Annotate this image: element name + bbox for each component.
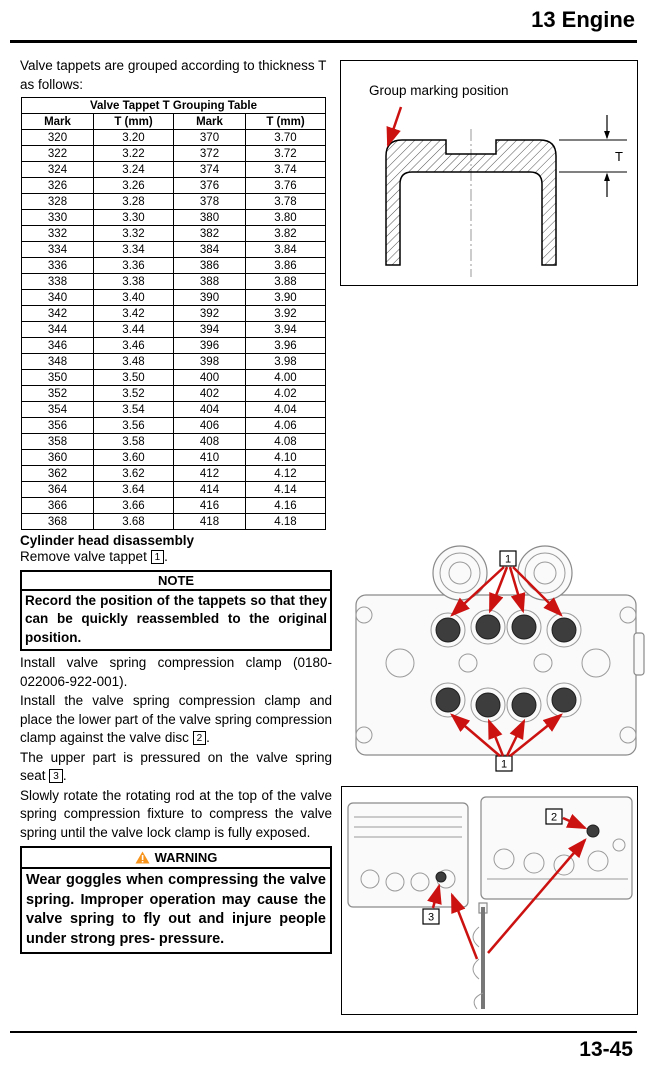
table-cell: 3.82 xyxy=(246,226,326,242)
table-cell: 3.54 xyxy=(94,402,174,418)
table-cell: 370 xyxy=(174,130,246,146)
step-rotate-rod: Slowly rotate the rotating rod at the top of the valve spring compression fixture to compress the valve spring until the valve lock clamp is fully exposed. xyxy=(20,787,332,840)
table-row xyxy=(22,402,326,418)
table-row xyxy=(22,290,326,306)
cylinder-head-left-view xyxy=(348,803,468,907)
table-cell: 3.76 xyxy=(246,178,326,194)
callout-3-label: 3 xyxy=(427,911,435,924)
table-row xyxy=(22,418,326,434)
table-cell: 350 xyxy=(22,370,94,386)
table-cell: 3.50 xyxy=(94,370,174,386)
table-cell: 348 xyxy=(22,354,94,370)
table-cell: 3.22 xyxy=(94,146,174,162)
marking-arrow xyxy=(388,107,401,145)
callout-2-label: 2 xyxy=(550,811,558,824)
table-cell: 340 xyxy=(22,290,94,306)
callout-1-ref: 1 xyxy=(151,550,165,564)
table-cell: 3.72 xyxy=(246,146,326,162)
table-title-row xyxy=(22,98,326,114)
table-cell: 3.30 xyxy=(94,210,174,226)
table-row xyxy=(22,274,326,290)
table-cell: 392 xyxy=(174,306,246,322)
table-cell: 3.62 xyxy=(94,466,174,482)
compression-clamp-svg xyxy=(342,787,636,1013)
table-cell: 328 xyxy=(22,194,94,210)
warning-box xyxy=(20,846,332,954)
note-title: NOTE xyxy=(22,572,330,591)
table-cell: 384 xyxy=(174,242,246,258)
table-row xyxy=(22,322,326,338)
figure-group-marking xyxy=(340,60,638,286)
table-cell: 354 xyxy=(22,402,94,418)
table-cell: 3.94 xyxy=(246,322,326,338)
table-cell: 3.98 xyxy=(246,354,326,370)
table-cell: 4.08 xyxy=(246,434,326,450)
table-cell: 4.04 xyxy=(246,402,326,418)
table-cell: 3.86 xyxy=(246,258,326,274)
table-cell: 4.18 xyxy=(246,514,326,530)
table-header-row xyxy=(22,114,326,130)
table-title: Valve Tappet T Grouping Table xyxy=(22,98,326,114)
tappet-table xyxy=(21,97,326,530)
table-cell: 364 xyxy=(22,482,94,498)
table-cell: 356 xyxy=(22,418,94,434)
intro-text: Valve tappets are grouped according to thickness T as follows: xyxy=(20,58,327,92)
table-cell: 3.40 xyxy=(94,290,174,306)
table-cell: 376 xyxy=(174,178,246,194)
table-cell: 406 xyxy=(174,418,246,434)
step-place-clamp-suffix: . xyxy=(206,730,210,745)
warning-icon xyxy=(135,851,150,864)
table-cell: 3.28 xyxy=(94,194,174,210)
callout-3-ref: 3 xyxy=(49,769,63,783)
table-cell: 378 xyxy=(174,194,246,210)
table-cell: 330 xyxy=(22,210,94,226)
table-header-mark-left: Mark xyxy=(22,114,94,130)
text-column xyxy=(20,57,332,954)
step-remove-tappet xyxy=(20,548,332,567)
table-row xyxy=(22,162,326,178)
tappet-table-body xyxy=(22,130,326,530)
table-cell: 416 xyxy=(174,498,246,514)
table-cell: 3.60 xyxy=(94,450,174,466)
table-cell: 3.78 xyxy=(246,194,326,210)
warning-title-text: WARNING xyxy=(154,850,218,865)
table-cell: 3.34 xyxy=(94,242,174,258)
table-row xyxy=(22,386,326,402)
callout-1-bottom-label: 1 xyxy=(500,758,508,771)
step-place-clamp xyxy=(20,692,332,748)
water-neck xyxy=(634,633,644,675)
table-cell: 322 xyxy=(22,146,94,162)
table-row xyxy=(22,306,326,322)
table-row xyxy=(22,130,326,146)
table-cell: 3.64 xyxy=(94,482,174,498)
table-cell: 3.70 xyxy=(246,130,326,146)
table-cell: 4.00 xyxy=(246,370,326,386)
table-row xyxy=(22,338,326,354)
table-row xyxy=(22,466,326,482)
figure-compression-clamp xyxy=(341,786,638,1015)
table-row xyxy=(22,514,326,530)
table-cell: 4.16 xyxy=(246,498,326,514)
tappet-section-drawing xyxy=(386,140,556,265)
table-cell: 386 xyxy=(174,258,246,274)
figure1-label: Group marking position xyxy=(369,83,509,98)
table-cell: 396 xyxy=(174,338,246,354)
table-cell: 332 xyxy=(22,226,94,242)
footer-rule xyxy=(10,1031,637,1033)
page-number: 13-45 xyxy=(579,1038,633,1061)
section-heading: Cylinder head disassembly xyxy=(20,533,195,548)
table-cell: 352 xyxy=(22,386,94,402)
table-row xyxy=(22,370,326,386)
warning-body: Wear goggles when compressing the valve spring. Improper operation may cause the valve spring to fly out and injure people under strong pres- pressure. xyxy=(26,872,326,947)
table-cell: 344 xyxy=(22,322,94,338)
chapter-title: 13 Engine xyxy=(531,7,635,32)
figure-head-top-view xyxy=(338,545,645,777)
table-cell: 3.96 xyxy=(246,338,326,354)
step-upper-part-text: The upper part is pressured on the valve spring seat xyxy=(20,749,332,783)
step-remove-text: Remove valve tappet xyxy=(20,549,151,564)
header-rule xyxy=(10,40,637,43)
table-cell: 324 xyxy=(22,162,94,178)
table-cell: 368 xyxy=(22,514,94,530)
table-cell: 408 xyxy=(174,434,246,450)
table-cell: 336 xyxy=(22,258,94,274)
table-cell: 382 xyxy=(174,226,246,242)
table-row xyxy=(22,178,326,194)
table-row xyxy=(22,354,326,370)
table-cell: 4.10 xyxy=(246,450,326,466)
table-cell: 388 xyxy=(174,274,246,290)
table-cell: 342 xyxy=(22,306,94,322)
table-cell: 4.06 xyxy=(246,418,326,434)
note-box xyxy=(20,570,332,652)
table-cell: 3.68 xyxy=(94,514,174,530)
step-install-clamp: Install valve spring compression clamp (0180-022006-922-001). xyxy=(20,655,332,689)
callout-2-ref: 2 xyxy=(193,731,207,745)
table-header-mark-right: Mark xyxy=(174,114,246,130)
table-cell: 3.88 xyxy=(246,274,326,290)
dimension-t-label: T xyxy=(615,149,623,164)
table-cell: 3.80 xyxy=(246,210,326,226)
table-cell: 3.42 xyxy=(94,306,174,322)
table-cell: 346 xyxy=(22,338,94,354)
table-cell: 4.12 xyxy=(246,466,326,482)
table-cell: 338 xyxy=(22,274,94,290)
table-cell: 3.24 xyxy=(94,162,174,178)
table-cell: 410 xyxy=(174,450,246,466)
table-cell: 3.52 xyxy=(94,386,174,402)
table-cell: 3.46 xyxy=(94,338,174,354)
table-row xyxy=(22,482,326,498)
table-cell: 3.56 xyxy=(94,418,174,434)
table-cell: 362 xyxy=(22,466,94,482)
table-row xyxy=(22,210,326,226)
step-upper-part-suffix: . xyxy=(62,768,67,783)
table-cell: 3.20 xyxy=(94,130,174,146)
table-cell: 3.92 xyxy=(246,306,326,322)
table-cell: 400 xyxy=(174,370,246,386)
table-cell: 3.38 xyxy=(94,274,174,290)
table-cell: 358 xyxy=(22,434,94,450)
step-remove-suffix: . xyxy=(164,549,168,564)
step-place-clamp-text: Install the valve spring compression clamp and place the lower part of the valve spring compression clamp against the valve disc xyxy=(20,693,332,745)
table-cell: 3.58 xyxy=(94,434,174,450)
table-cell: 402 xyxy=(174,386,246,402)
table-cell: 412 xyxy=(174,466,246,482)
table-row xyxy=(22,146,326,162)
table-row xyxy=(22,258,326,274)
table-cell: 366 xyxy=(22,498,94,514)
table-cell: 418 xyxy=(174,514,246,530)
table-cell: 3.44 xyxy=(94,322,174,338)
table-row xyxy=(22,498,326,514)
table-row xyxy=(22,226,326,242)
table-row xyxy=(22,194,326,210)
warning-title xyxy=(22,848,330,869)
table-cell: 3.90 xyxy=(246,290,326,306)
valve-spring-seat-point xyxy=(436,872,446,882)
table-cell: 3.36 xyxy=(94,258,174,274)
table-cell: 414 xyxy=(174,482,246,498)
head-top-view-svg xyxy=(338,545,645,777)
table-row xyxy=(22,434,326,450)
table-row xyxy=(22,242,326,258)
table-cell: 3.66 xyxy=(94,498,174,514)
table-cell: 4.02 xyxy=(246,386,326,402)
table-cell: 372 xyxy=(174,146,246,162)
table-header-t-right: T (mm) xyxy=(246,114,326,130)
step-upper-part xyxy=(20,749,332,786)
valve-disc-point xyxy=(587,825,599,837)
table-cell: 3.32 xyxy=(94,226,174,242)
table-cell: 394 xyxy=(174,322,246,338)
table-cell: 3.74 xyxy=(246,162,326,178)
table-cell: 320 xyxy=(22,130,94,146)
table-cell: 334 xyxy=(22,242,94,258)
callout-1-top-label: 1 xyxy=(504,553,512,566)
table-cell: 3.84 xyxy=(246,242,326,258)
table-cell: 390 xyxy=(174,290,246,306)
table-cell: 3.48 xyxy=(94,354,174,370)
table-cell: 380 xyxy=(174,210,246,226)
note-body: Record the position of the tappets so that they can be quickly reassembled to the original position. xyxy=(25,592,327,645)
table-cell: 398 xyxy=(174,354,246,370)
table-row xyxy=(22,450,326,466)
table-cell: 374 xyxy=(174,162,246,178)
table-cell: 326 xyxy=(22,178,94,194)
table-cell: 3.26 xyxy=(94,178,174,194)
table-cell: 4.14 xyxy=(246,482,326,498)
table-cell: 404 xyxy=(174,402,246,418)
table-cell: 360 xyxy=(22,450,94,466)
table-header-t-left: T (mm) xyxy=(94,114,174,130)
